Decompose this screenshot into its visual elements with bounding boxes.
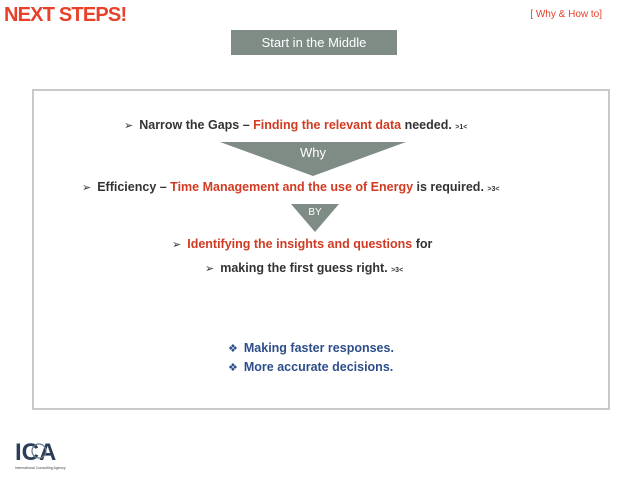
item-highlight: Time Management and the use of Energy bbox=[170, 180, 414, 194]
outcome-accurate-decisions bbox=[228, 360, 393, 374]
item-highlight: Identifying the insights and questions bbox=[187, 237, 413, 251]
item-ref: >1< bbox=[455, 124, 468, 131]
arrow-bullet-icon: ➢ bbox=[82, 182, 92, 194]
outcome-faster-responses bbox=[228, 341, 394, 355]
item-prefix: Efficiency – bbox=[97, 180, 171, 194]
item-prefix: Narrow the Gaps – bbox=[139, 118, 254, 132]
slide-subtitle: [ Why & How to] bbox=[530, 9, 602, 20]
why-label: Why bbox=[300, 145, 326, 160]
bullet-first-guess bbox=[205, 261, 403, 275]
by-label: BY bbox=[308, 207, 322, 218]
section-label: Start in the Middle bbox=[231, 30, 397, 55]
bullet-narrow-gaps bbox=[124, 118, 467, 132]
logo-wordmark: ICA bbox=[15, 439, 57, 466]
outcome-text: Making faster responses. bbox=[243, 341, 394, 355]
item-suffix: needed. bbox=[401, 118, 456, 132]
diamond-bullet-icon: ❖ bbox=[228, 343, 238, 355]
arrow-bullet-icon: ➢ bbox=[205, 263, 215, 275]
outcome-text: More accurate decisions. bbox=[243, 360, 394, 374]
slide-title: NEXT STEPS! bbox=[4, 4, 127, 26]
logo-caption: International Consulting Agency bbox=[15, 466, 66, 470]
diamond-bullet-icon: ❖ bbox=[228, 362, 238, 374]
bullet-efficiency bbox=[82, 180, 499, 194]
item-ref: >3< bbox=[487, 186, 500, 193]
item-ref: >3< bbox=[391, 267, 404, 274]
item-suffix: for bbox=[412, 237, 433, 251]
arrow-bullet-icon: ➢ bbox=[124, 120, 134, 132]
item-text: making the first guess right. bbox=[220, 261, 392, 275]
ica-logo bbox=[14, 436, 74, 472]
item-suffix: is required. bbox=[413, 180, 488, 194]
arrow-bullet-icon: ➢ bbox=[172, 239, 182, 251]
bullet-identifying bbox=[172, 237, 432, 251]
item-highlight: Finding the relevant data bbox=[253, 118, 402, 132]
